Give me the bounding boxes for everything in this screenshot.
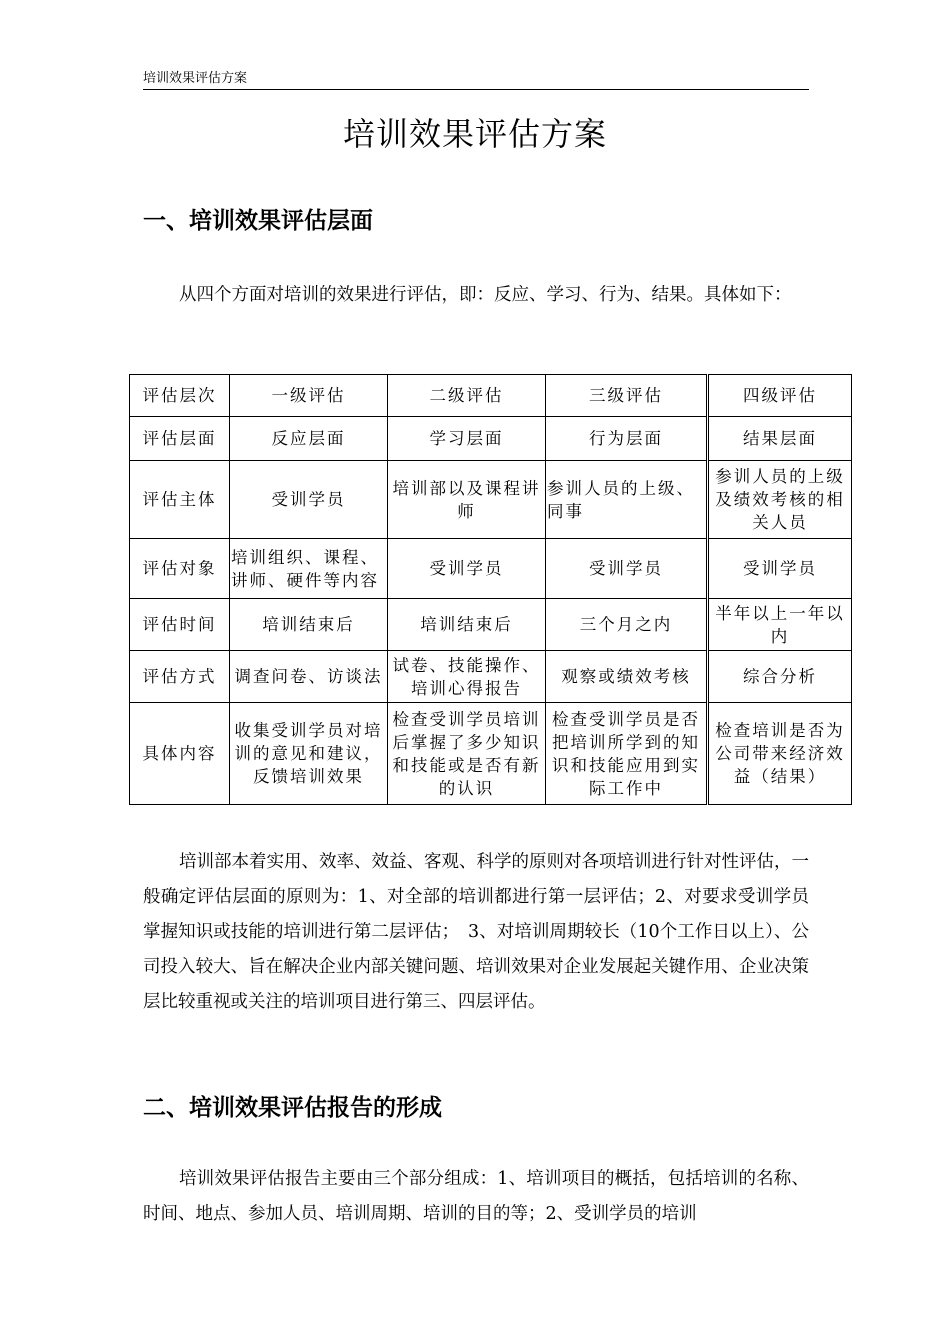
table-row bbox=[130, 651, 852, 703]
table-row bbox=[130, 375, 852, 417]
table-cell: 二级评估 bbox=[388, 375, 546, 417]
table-cell: 检查培训是否为公司带来经济效益（结果） bbox=[708, 703, 852, 805]
page-header: 培训效果评估方案 bbox=[143, 70, 809, 90]
table-cell: 培训部以及课程讲师 bbox=[388, 461, 546, 539]
table-cell: 半年以上一年以内 bbox=[708, 599, 852, 651]
table-cell: 受训学员 bbox=[708, 539, 852, 599]
section-2-heading: 二、培训效果评估报告的形成 bbox=[143, 1095, 442, 1121]
table-cell: 一级评估 bbox=[230, 375, 388, 417]
document-title: 培训效果评估方案 bbox=[342, 115, 607, 153]
table-cell: 评估层面 bbox=[130, 417, 230, 461]
table-cell: 具体内容 bbox=[130, 703, 230, 805]
section-1-heading: 一、培训效果评估层面 bbox=[143, 208, 373, 234]
table-cell: 评估方式 bbox=[130, 651, 230, 703]
table-cell: 反应层面 bbox=[230, 417, 388, 461]
table-row bbox=[130, 539, 852, 599]
table-row bbox=[130, 599, 852, 651]
table-cell: 受训学员 bbox=[546, 539, 708, 599]
section-1-intro: 从四个方面对培训的效果进行评估，即：反应、学习、行为、结果。具体如下： bbox=[179, 285, 792, 305]
table-cell: 参训人员的上级及绩效考核的相关人员 bbox=[708, 461, 852, 539]
table-cell: 行为层面 bbox=[546, 417, 708, 461]
table-cell: 培训结束后 bbox=[388, 599, 546, 651]
table-cell: 评估对象 bbox=[130, 539, 230, 599]
table-cell: 参训人员的上级、同事 bbox=[546, 461, 708, 539]
table-row bbox=[130, 703, 852, 805]
section-2-paragraph: 培训效果评估报告主要由三个部分组成：1、培训项目的概括，包括培训的名称、时间、地点、参加人员、培训周期、培训的目的等；2、受训学员的培训 bbox=[143, 1169, 809, 1224]
evaluation-table bbox=[129, 374, 852, 805]
table-cell: 学习层面 bbox=[388, 417, 546, 461]
table-cell: 受训学员 bbox=[388, 539, 546, 599]
table-cell: 检查受训学员是否把培训所学到的知识和技能应用到实际工作中 bbox=[546, 703, 708, 805]
section-1-principles: 培训部本着实用、效率、效益、客观、科学的原则对各项培训进行针对性评估，一般确定评估层面的原则为：1、对全部的培训都进行第一层评估；2、对要求受训学员掌握知识或技能的培训进行第二层评估； 3、对培训周期较长（10个工作日以上）、公司投入较大、旨在解决企业内部关键问题、培训效果对企业发展起关键作用、企业决策层比较重视或关注的培训项目进行第三、四层评估。 bbox=[143, 852, 809, 1012]
table-cell: 观察或绩效考核 bbox=[546, 651, 708, 703]
table-cell: 收集受训学员对培训的意见和建议，反馈培训效果 bbox=[230, 703, 388, 805]
table-cell: 培训组织、课程、讲师、硬件等内容 bbox=[230, 539, 388, 599]
table-cell: 受训学员 bbox=[230, 461, 388, 539]
table-cell: 综合分析 bbox=[708, 651, 852, 703]
table-cell: 三个月之内 bbox=[546, 599, 708, 651]
table-row bbox=[130, 417, 852, 461]
table-cell: 评估层次 bbox=[130, 375, 230, 417]
table-cell: 三级评估 bbox=[546, 375, 708, 417]
table-cell: 评估主体 bbox=[130, 461, 230, 539]
table-cell: 四级评估 bbox=[708, 375, 852, 417]
table-cell: 培训结束后 bbox=[230, 599, 388, 651]
table-row bbox=[130, 461, 852, 539]
table-cell: 试卷、技能操作、培训心得报告 bbox=[388, 651, 546, 703]
table-cell: 检查受训学员培训后掌握了多少知识和技能或是否有新的认识 bbox=[388, 703, 546, 805]
table-cell: 调查问卷、访谈法 bbox=[230, 651, 388, 703]
table-cell: 结果层面 bbox=[708, 417, 852, 461]
table-cell: 评估时间 bbox=[130, 599, 230, 651]
